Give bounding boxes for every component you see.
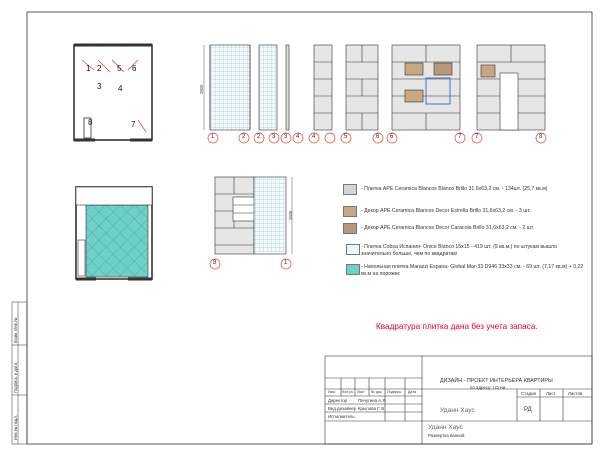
marker-label: 1	[284, 260, 288, 266]
legend-text-floor-tile: - Напольная плитка Marazzi Espana- Global Mar-33 D946 33х33 см. - 69 шт. (7,17 кв.м) + 0,22 кв.м на порожек	[361, 264, 584, 277]
side-stamp-inv: Инв.№ подл.	[13, 415, 18, 440]
role-label: Исполнитель	[328, 414, 355, 419]
marker-label: 6	[390, 134, 394, 140]
marker-label: 7	[475, 134, 479, 140]
dimension-label: 2600	[199, 84, 204, 94]
marker-label: 8	[539, 134, 543, 140]
side-stamp-signature: Подпись и дата	[13, 362, 18, 393]
marker-label: 5	[344, 134, 348, 140]
plan-label: 3	[97, 82, 102, 91]
plan-label: 5	[117, 64, 122, 73]
elevation-2-3	[259, 45, 277, 130]
legend-text-base-tile: - Плитка APE Ceramica Blancos Blanco Brillo 31,6х63,2 см. - 134шт. (25,7 кв.м)	[361, 186, 548, 192]
plan-label: 4	[118, 84, 123, 93]
legend-text-wall-tile: - Плитка Cobsa Испания- Onice Blanco 15х15 - 419 шт. (9 кв.м.) по штукам вышло значительно больше, чем по квадратам	[361, 244, 557, 257]
legend-text-decor-estrella: - Декор APE Ceramica Blancos Decor Estrella Brillo 31,6х63,2 см. - 3 шт.	[361, 208, 531, 214]
elevation-1-2	[210, 45, 250, 130]
legend-swatch-floor-tile	[346, 264, 360, 275]
project-address: по адресу: г.Сочи	[470, 385, 506, 390]
marker-label: 1	[211, 134, 215, 140]
col-header: Изм.	[328, 390, 336, 394]
stage-header: Стадия	[521, 391, 536, 396]
stage-value: РД	[524, 407, 532, 413]
plan-label: 1	[86, 64, 91, 73]
area-notice: Квадратура плитка дана без учета запаса.	[376, 322, 538, 331]
marker-label: 3	[284, 134, 288, 140]
dimension-label: 2600	[288, 210, 293, 220]
col-header: Кол.уч.	[342, 390, 354, 394]
elevation-3-4	[286, 45, 289, 130]
plan-label: 2	[97, 64, 102, 73]
elevation-5-6	[346, 45, 378, 130]
bathroom-plan-top	[74, 45, 152, 140]
role-name: Крылова Г. Б.	[358, 406, 386, 411]
legend-text-decor-caracola: - Декор APE Ceramica Blancos Decor Caracola Brillo 31,6х63,2 см. - 2 шт.	[361, 225, 535, 231]
legend-swatch-base-tile	[343, 184, 357, 195]
sheets-header: Листов	[568, 391, 583, 396]
marker-label: 2	[257, 134, 261, 140]
company-name-1: Уданн Хаус	[440, 407, 475, 414]
marker-label: 4	[312, 134, 316, 140]
marker-label: 4	[296, 134, 300, 140]
legend-swatch-decor-estrella	[343, 206, 357, 217]
marker-label: 6	[376, 134, 380, 140]
marker-label: 7	[458, 134, 462, 140]
col-header: Лист	[357, 390, 365, 394]
elevation-6-7	[392, 45, 460, 130]
col-header: Подпись	[387, 390, 402, 394]
marker-label: 2	[242, 134, 246, 140]
legend-swatch-wall-tile	[346, 244, 360, 255]
sheet-title: Развертка ванной	[428, 433, 465, 438]
role-name: Пичугина А.Я.	[358, 398, 387, 403]
col-header: № док.	[371, 390, 383, 394]
plan-label: 6	[132, 64, 137, 73]
plan-label: 7	[131, 120, 136, 129]
bathroom-plan-floor	[76, 187, 152, 279]
marker-label: 8	[213, 260, 217, 266]
sheet-header: Лист	[546, 391, 556, 396]
role-label: Вед.дизайнер	[328, 406, 357, 411]
role-label: Директор	[328, 398, 348, 403]
project-title: ДИЗАЙН - ПРОЕКТ ИНТЕРЬЕРА КВАРТИРЫ	[440, 378, 553, 384]
company-name-2: Уданн Хаус	[428, 424, 463, 431]
elevation-8-1	[215, 177, 286, 254]
side-stamp-replace: Взам. Инв.№	[13, 317, 18, 343]
plan-label: 8	[88, 118, 93, 127]
legend-swatch-decor-caracola	[343, 223, 357, 234]
elevation-7-8	[477, 45, 545, 130]
elevation-4-5	[314, 45, 332, 130]
marker-label: 3	[272, 134, 276, 140]
col-header: Дата	[408, 390, 416, 394]
